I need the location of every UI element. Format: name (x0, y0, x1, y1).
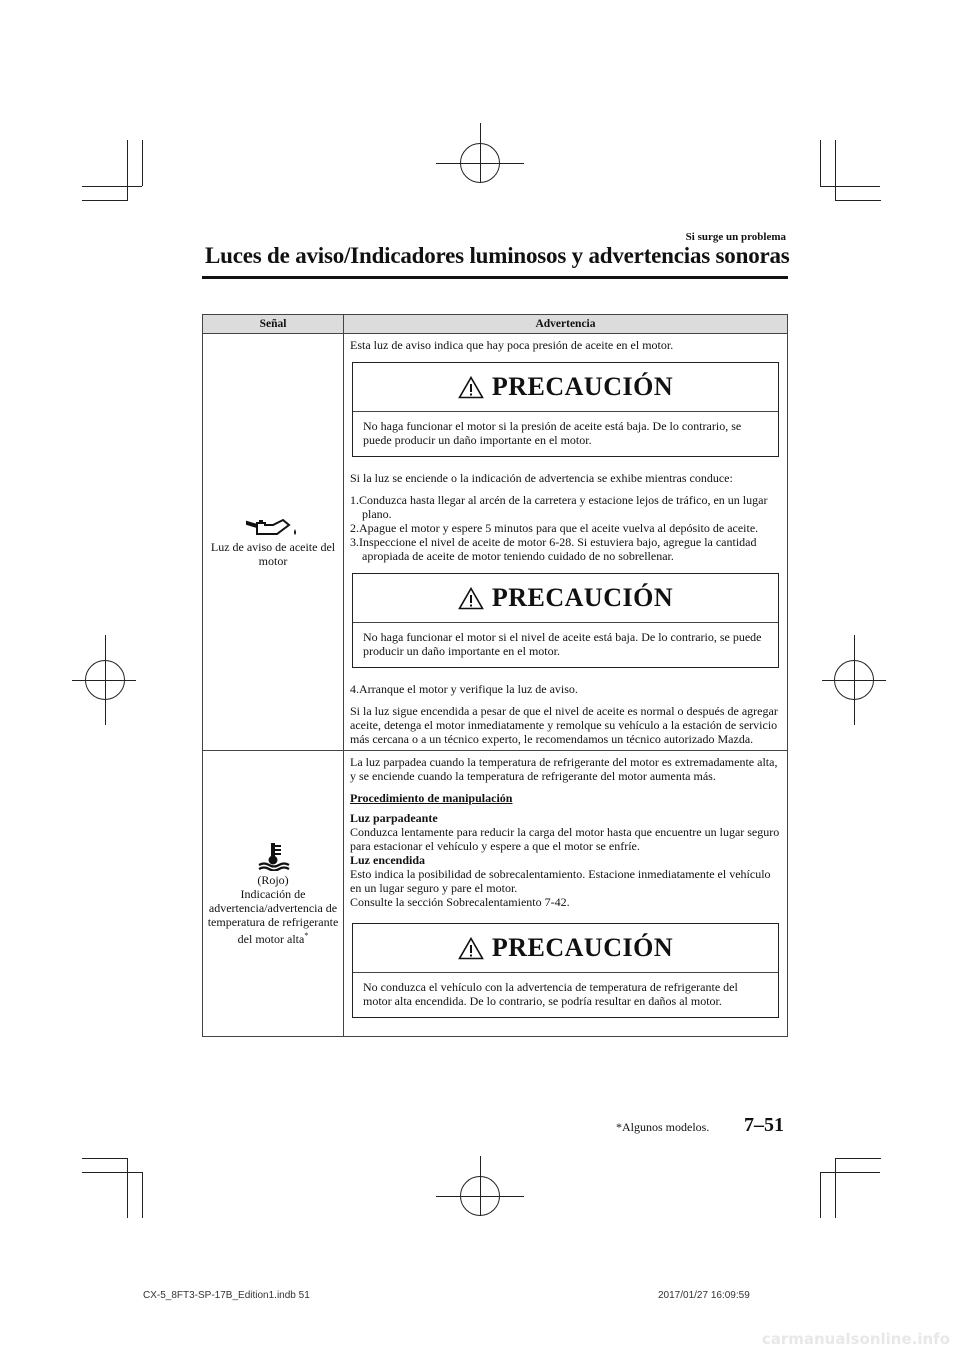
warning-intro: Esta luz de aviso indica que hay poca presión de aceite en el motor. (350, 338, 674, 352)
warning-intro: La luz parpadea cuando la temperatura de refrigerante del motor es extremadamente alta, y se enciende cuando la temperatura de refrigerante del motor aumenta más. (350, 755, 778, 783)
warning-lights-table (202, 314, 788, 1037)
blinking-text: Conduzca lentamente para reducir la carga del motor hasta que encuentre un lugar seguro para estacionar el vehículo y espere a que el motor se enfríe. (350, 825, 780, 853)
caution-box (352, 362, 779, 457)
list-item: 4.Arranque el motor y verifique la luz de aviso. (350, 682, 578, 696)
closing-text: Si la luz sigue encendida a pesar de que el nivel de aceite es normal o después de agregar aceite, detenga el motor inmediatamente y remolque su vehículo a la estación de servicio más cercana o a un técnico experto, le recomendamos un técnico autorizado Mazda. (350, 704, 778, 746)
signal-label: Luz de aviso de aceite del motor (210, 540, 336, 568)
signal-cell (203, 751, 344, 1037)
list-item: 1.Conduzca hasta llegar al arcén de la carretera y estacione lejos de tráfico, en un lugar plano. (350, 493, 768, 521)
caution-text: No conduzca el vehículo con la advertencia de temperatura de refrigerante del motor alta encendida. De lo contrario, se podría resultar en daños al motor. (363, 980, 738, 1008)
signal-cell (203, 334, 344, 751)
table-row-coolant-temperature (203, 751, 788, 1037)
coolant-temperature-icon (256, 841, 290, 871)
list-item: 2.Apague el motor y espere 5 minutos para que el aceite vuelva al depósito de aceite. (350, 521, 759, 535)
reference-text: Consulte la sección Sobrecalentamiento 7-42. (350, 895, 570, 909)
page-number: 7–51 (744, 1114, 784, 1136)
caution-header (353, 924, 778, 973)
caution-title: PRECAUCIÓN (491, 372, 674, 401)
table-header-row (203, 315, 788, 334)
warning-cell (344, 751, 788, 1037)
signal-label (207, 887, 339, 946)
blinking-heading: Luz parpadeante (350, 811, 438, 825)
caution-text: No haga funcionar el motor si la presión de aceite está baja. De lo contrario, se puede producir un daño importante en el motor. (363, 419, 742, 447)
signal-label-text: Indicación de advertencia/advertencia de temperatura de refrigerante del motor alta (207, 887, 339, 946)
footnote: *Algunos modelos. (616, 1120, 710, 1134)
oil-can-icon (243, 516, 303, 538)
caution-box (352, 573, 779, 668)
file-info: CX-5_8FT3-SP-17B_Edition1.indb 51 (143, 1290, 310, 1301)
footnote-marker: * (304, 931, 309, 940)
caution-box (352, 923, 779, 1018)
caution-title: PRECAUCIÓN (491, 583, 674, 612)
print-date: 2017/01/27 16:09:59 (658, 1290, 750, 1301)
warning-cell (344, 334, 788, 751)
title-divider (202, 276, 788, 279)
section-label: Si surge un problema (685, 231, 786, 243)
light-on-heading: Luz encendida (350, 853, 426, 867)
list-item: 3.Inspeccione el nivel de aceite de motor 6-28. Si estuviera bajo, agregue la cantidad apropiada de aceite de motor teniendo cuidado de no sobrellenar. (350, 535, 757, 563)
light-on-text: Esto indica la posibilidad de sobrecalentamiento. Estacione inmediatamente el vehículo en un lugar seguro y pare el motor. (350, 867, 771, 895)
caution-text: No haga funcionar el motor si el nivel de aceite está baja. De lo contrario, se puede producir un daño importante en el motor. (363, 630, 762, 658)
signal-color: (Rojo) (257, 873, 289, 887)
procedure-heading: Procedimiento de manipulación (350, 791, 513, 805)
if-light-on-text: Si la luz se enciende o la indicación de advertencia se exhibe mientras conduce: (350, 471, 733, 485)
warning-triangle-icon (458, 376, 484, 399)
caution-header (353, 574, 778, 623)
warning-triangle-icon (458, 587, 484, 610)
caution-title: PRECAUCIÓN (491, 933, 674, 962)
watermark: carmanualsonline.info (761, 1330, 950, 1348)
caution-header (353, 363, 778, 412)
table-row-oil-pressure (203, 334, 788, 751)
warning-triangle-icon (458, 937, 484, 960)
column-header-warning: Advertencia (344, 315, 788, 334)
page-title: Luces de aviso/Indicadores luminosos y advertencias sonoras (205, 243, 790, 268)
column-header-signal: Señal (203, 315, 344, 334)
